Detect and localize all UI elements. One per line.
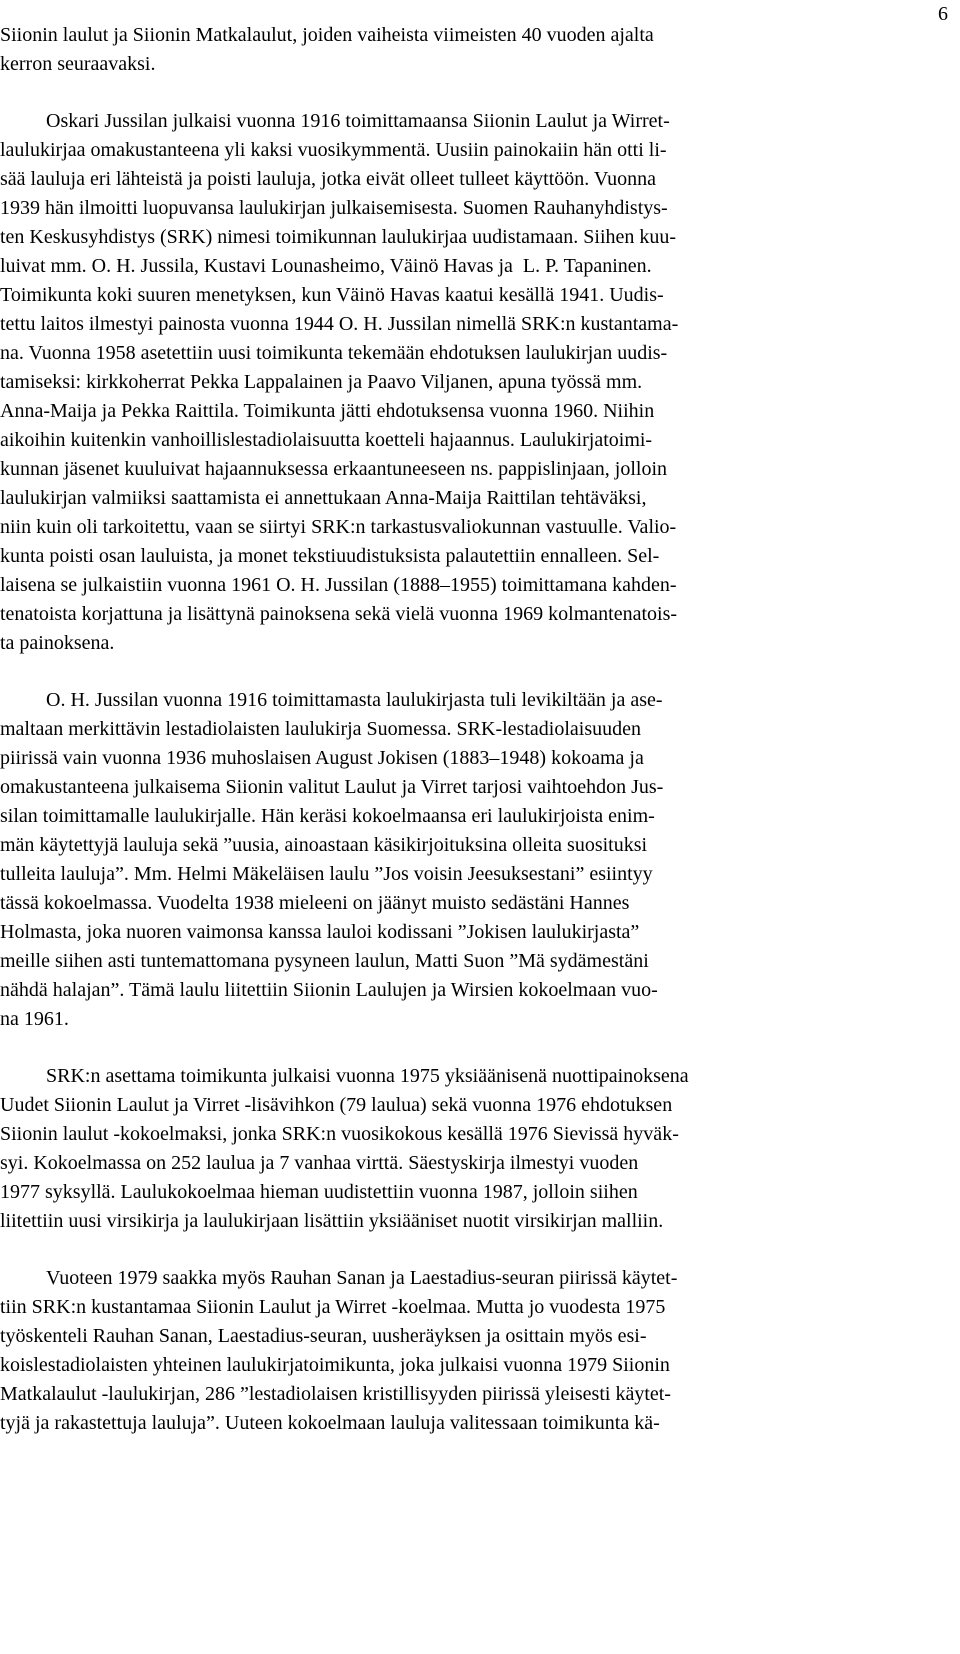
text-line: ten Keskusyhdistys (SRK) nimesi toimikunnan laulukirjaa uudistamaan. Siihen kuu- xyxy=(0,226,677,248)
text-line: SRK:n asettama toimikunta julkaisi vuonna 1975 yksiäänisenä nuottipainoksena xyxy=(46,1065,689,1087)
text-line: koislestadiolaisten yhteinen laulukirjatoimikunta, joka julkaisi vuonna 1979 Siionin xyxy=(0,1354,670,1376)
paragraph-jussila-history xyxy=(0,107,910,658)
paragraph-matkalaulut xyxy=(0,1264,910,1438)
text-line: meille siihen asti tuntemattomana pysyneen laulun, Matti Suon ”Mä sydämestäni xyxy=(0,950,649,972)
text-line: kunta poisti osan lauluista, ja monet tekstiuudistuksista palautettiin ennalleen. Sel- xyxy=(0,545,660,567)
text-line: liitettiin uusi virsikirja ja laulukirjaan lisättiin yksiääniset nuotit virsikirjan malliin. xyxy=(0,1210,664,1232)
text-line: Siionin laulut -kokoelmaksi, jonka SRK:n vuosikokous kesällä 1976 Sievissä hyväk- xyxy=(0,1123,679,1145)
text-line: syi. Kokoelmassa on 252 laulua ja 7 vanhaa virttä. Säestyskirja ilmestyi vuoden xyxy=(0,1152,639,1174)
text-line: tulleita lauluja”. Mm. Helmi Mäkeläisen laulu ”Jos voisin Jeesuksestani” esiintyy xyxy=(0,863,653,885)
document-body xyxy=(0,21,910,1466)
text-line: piirissä vain vuonna 1936 muhoslaisen August Jokisen (1883–1948) kokoama ja xyxy=(0,747,644,769)
text-line: tiin SRK:n kustantamaa Siionin Laulut ja Wirret -koelmaa. Mutta jo vuodesta 1975 xyxy=(0,1296,666,1318)
text-line: ta painoksena. xyxy=(0,632,115,654)
text-line: Siionin laulut ja Siionin Matkalaulut, joiden vaiheista viimeisten 40 vuoden ajalta xyxy=(0,24,654,46)
text-line: Uudet Siionin Laulut ja Virret -lisävihkon (79 laulua) sekä vuonna 1976 ehdotuksen xyxy=(0,1094,673,1116)
text-line: laulukirjaa omakustanteena yli kaksi vuosikymmentä. Uusiin painokaiin hän otti li- xyxy=(0,139,667,161)
text-line: Matkalaulut -laulukirjan, 286 ”lestadiolaisen kristillisyyden piirissä yleisesti käytet- xyxy=(0,1383,671,1405)
text-line: tenatoista korjattuna ja lisättynä painoksena sekä vielä vuonna 1969 kolmantenatois- xyxy=(0,603,678,625)
text-line: män käytettyjä lauluja sekä ”uusia, ainoastaan käsikirjoituksina olleita suosituksi xyxy=(0,834,648,856)
text-line: maltaan merkittävin lestadiolaisten laulukirja Suomessa. SRK-lestadiolaisuuden xyxy=(0,718,641,740)
text-line: na 1961. xyxy=(0,1008,69,1030)
text-line: Vuoteen 1979 saakka myös Rauhan Sanan ja Laestadius-seuran piirissä käytet- xyxy=(46,1267,678,1289)
text-line: silan toimittamalle laulukirjalle. Hän keräsi kokoelmaansa eri laulukirjoista enim- xyxy=(0,805,655,827)
paragraph-intro xyxy=(0,21,910,79)
text-line: aikoihin kuitenkin vanhoillislestadiolaisuutta koetteli hajaannus. Laulukirjatoimi- xyxy=(0,429,653,451)
text-line: na. Vuonna 1958 asetettiin uusi toimikunta tekemään ehdotuksen laulukirjan uudis- xyxy=(0,342,668,364)
text-line: työskenteli Rauhan Sanan, Laestadius-seuran, uusheräyksen ja osittain myös esi- xyxy=(0,1325,647,1347)
text-line: laisena se julkaistiin vuonna 1961 O. H. Jussilan (1888–1955) toimittamana kahden- xyxy=(0,574,677,596)
text-line: nähdä halajan”. Tämä laulu liitettiin Siionin Laulujen ja Wirsien kokoelmaan vuo- xyxy=(0,979,658,1001)
text-line: tyjä ja rakastettuja lauluja”. Uuteen kokoelmaan lauluja valitessaan toimikunta kä- xyxy=(0,1412,660,1434)
text-line: laulukirjan valmiiksi saattamista ei annettukaan Anna-Maija Raittilan tehtäväksi, xyxy=(0,487,647,509)
text-line: tamiseksi: kirkkoherrat Pekka Lappalainen ja Paavo Viljanen, apuna työssä mm. xyxy=(0,371,643,393)
text-line: 1977 syksyllä. Laulukokoelmaa hieman uudistettiin vuonna 1987, jolloin siihen xyxy=(0,1181,638,1203)
paragraph-srk-committee xyxy=(0,1062,910,1236)
text-line: tettu laitos ilmestyi painosta vuonna 1944 O. H. Jussilan nimellä SRK:n kustantama- xyxy=(0,313,679,335)
text-line: 1939 hän ilmoitti luopuvansa laulukirjan julkaisemisesta. Suomen Rauhanyhdistys- xyxy=(0,197,668,219)
text-line: kerron seuraavaksi. xyxy=(0,53,156,75)
text-line: niin kuin oli tarkoitettu, vaan se siirtyi SRK:n tarkastusvaliokunnan vastuulle. Valio- xyxy=(0,516,677,538)
text-line: O. H. Jussilan vuonna 1916 toimittamasta laulukirjasta tuli levikiltään ja ase- xyxy=(46,689,663,711)
text-line: kunnan jäsenet kuuluivat hajaannuksessa erkaantuneeseen ns. pappislinjaan, jolloin xyxy=(0,458,668,480)
text-line: Oskari Jussilan julkaisi vuonna 1916 toimittamaansa Siionin Laulut ja Wirret- xyxy=(46,110,670,132)
text-line: Toimikunta koki suuren menetyksen, kun Väinö Havas kaatui kesällä 1941. Uudis- xyxy=(0,284,664,306)
page-number: 6 xyxy=(938,3,948,25)
paragraph-jussila-songbook xyxy=(0,686,910,1034)
text-line: luivat mm. O. H. Jussila, Kustavi Lounasheimo, Väinö Havas ja L. P. Tapaninen. xyxy=(0,255,652,277)
text-line: Anna-Maija ja Pekka Raittila. Toimikunta jätti ehdotuksensa vuonna 1960. Niihin xyxy=(0,400,655,422)
text-line: Holmasta, joka nuoren vaimonsa kanssa lauloi kodissani ”Jokisen laulukirjasta” xyxy=(0,921,640,943)
text-line: omakustanteena julkaisema Siionin valitut Laulut ja Virret tarjosi vaihtoehdon Jus- xyxy=(0,776,664,798)
text-line: sää lauluja eri lähteistä ja poisti lauluja, jotka eivät olleet tulleet käyttöön. Vuonna xyxy=(0,168,657,190)
text-line: tässä kokoelmassa. Vuodelta 1938 mieleeni on jäänyt muisto sedästäni Hannes xyxy=(0,892,630,914)
